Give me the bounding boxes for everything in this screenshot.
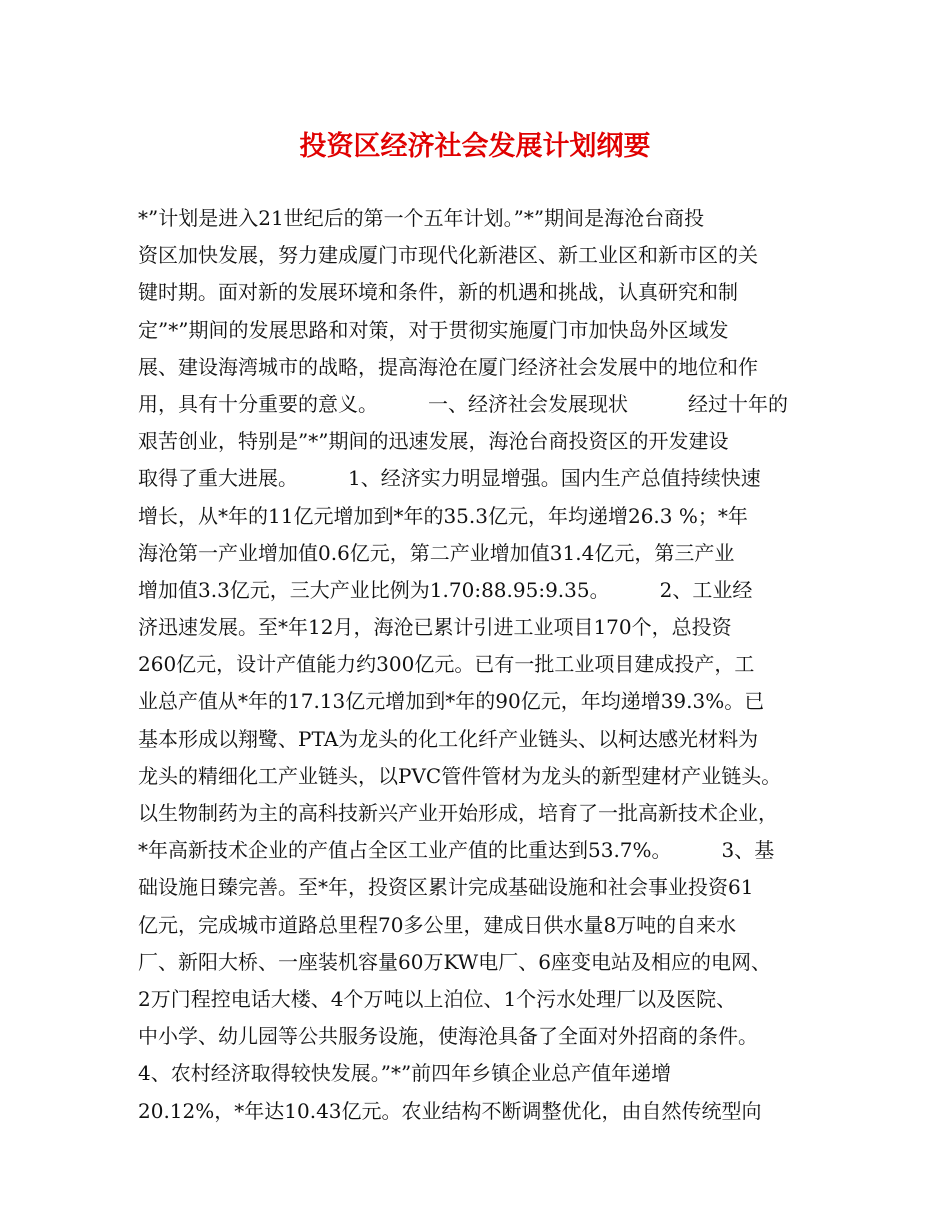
body-line: 键时期。面对新的发展环境和条件，新的机遇和挑战，认真研究和制 — [138, 280, 738, 305]
body-line: 20.12%，*年达10.43亿元。农业结构不断调整优化，由自然传统型向 — [138, 1098, 762, 1123]
document-title: 投资区经济社会发展计划纲要 — [299, 131, 651, 162]
body-line: 2万门程控电话大楼、4个万吨以上泊位、1个污水处理厂以及医院、 — [138, 986, 737, 1011]
body-line: 亿元，完成城市道路总里程70多公里，建成日供水量8万吨的自来水 — [138, 912, 737, 937]
document-body — [138, 200, 814, 1130]
body-line: 用，具有十分重要的意义。 一、经济社会发展现状 经过十年的 — [138, 391, 788, 416]
body-line: 展、建设海湾城市的战略，提高海沧在厦门经济社会发展中的地位和作 — [138, 354, 758, 379]
body-line: 增长，从*年的11亿元增加到*年的35.3亿元，年均递增26.3 %；*年 — [138, 503, 748, 528]
body-line: 龙头的精细化工产业链头，以PVC管件管材为龙头的新型建材产业链头。 — [138, 763, 782, 788]
body-line: 海沧第一产业增加值0.6亿元，第二产业增加值31.4亿元，第三产业 — [138, 540, 735, 565]
body-line: 厂、新阳大桥、一座装机容量60万KW电厂、6座变电站及相应的电网、 — [138, 949, 771, 974]
body-line: 艰苦创业，特别是”*”期间的迅速发展，海沧台商投资区的开发建设 — [138, 429, 729, 454]
body-line: 定”*”期间的发展思路和对策，对于贯彻实施厦门市加快岛外区域发 — [138, 317, 729, 342]
body-line: 济迅速发展。至*年12月，海沧已累计引进工业项目170个，总投资 — [138, 615, 732, 640]
body-line: 基本形成以翔鹭、PTA为龙头的化工化纤产业链头、以柯达感光材料为 — [138, 726, 759, 751]
body-line: 中小学、幼儿园等公共服务设施，使海沧具备了全面对外招商的条件。 — [138, 1024, 758, 1049]
body-line: 增加值3.3亿元，三大产业比例为1.70:88.95:9.35。 2、工业经 — [138, 577, 753, 602]
body-line: 取得了重大进展。 1、经济实力明显增强。国内生产总值持续快速 — [138, 466, 761, 491]
body-line: 资区加快发展，努力建成厦门市现代化新港区、新工业区和新市区的关 — [138, 243, 758, 268]
body-line: 以生物制药为主的高科技新兴产业开始形成，培育了一批高新技术企业， — [138, 801, 778, 825]
body-line: 4、农村经济取得较快发展。”*”前四年乡镇企业总产值年递增 — [138, 1061, 672, 1086]
body-line: 260亿元，设计产值能力约300亿元。已有一批工业项目建成投产，工 — [138, 652, 755, 677]
body-line: 业总产值从*年的17.13亿元增加到*年的90亿元，年均递增39.3%。已 — [138, 689, 765, 714]
body-line: 础设施日臻完善。至*年，投资区累计完成基础设施和社会事业投资61 — [138, 875, 754, 900]
body-line: *年高新技术企业的产值占全区工业产值的比重达到53.7%。 3、基 — [138, 838, 775, 863]
body-line: *”计划是进入21世纪后的第一个五年计划。”*”期间是海沧台商投 — [138, 206, 705, 230]
